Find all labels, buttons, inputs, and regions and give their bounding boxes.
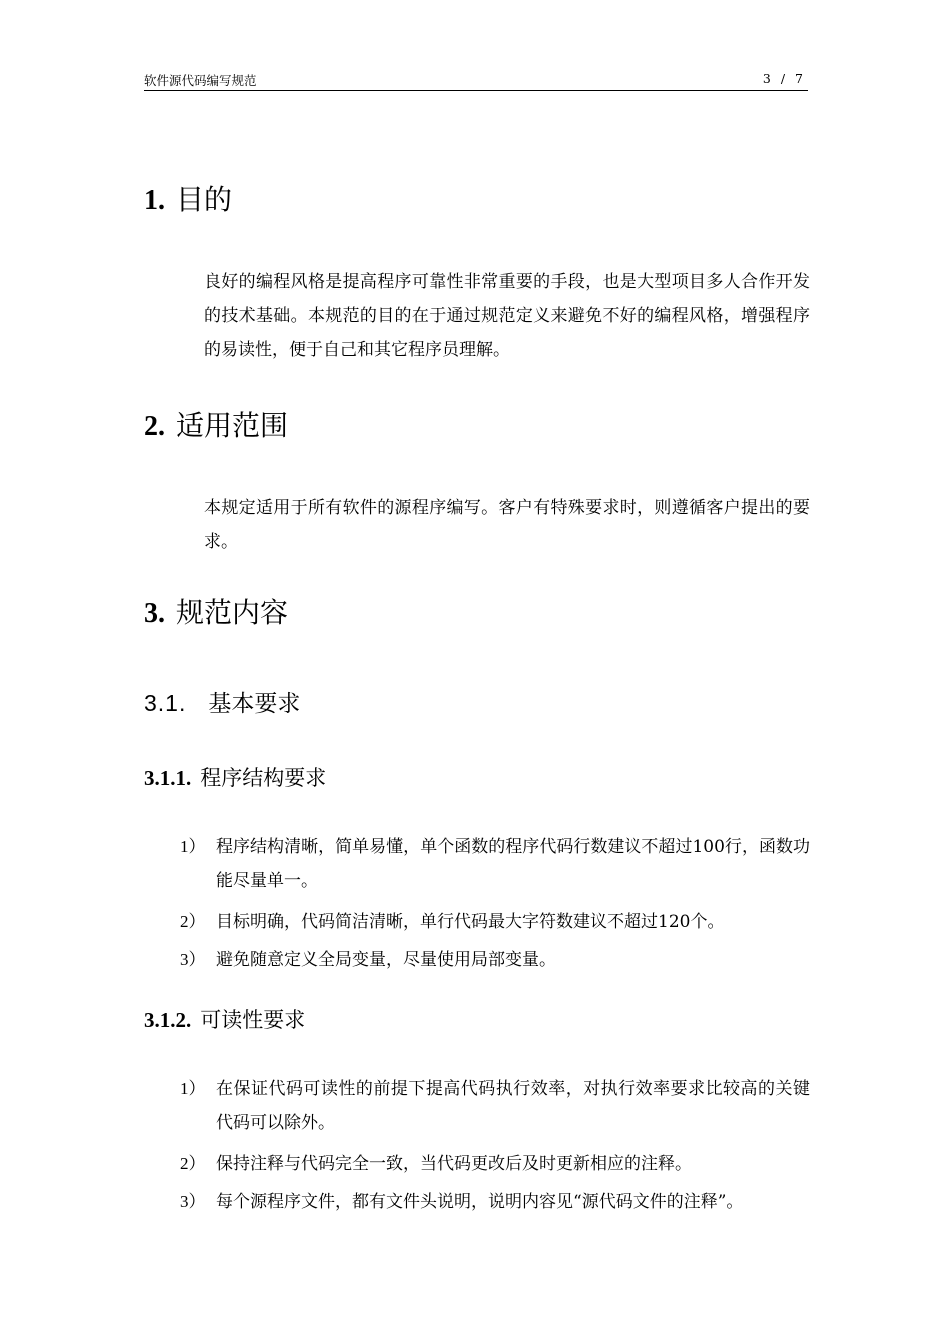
list-item-text: 每个源程序文件，都有文件头说明，说明内容见“源代码文件的注释”。 (216, 1192, 744, 1212)
list-item (180, 1072, 810, 1140)
section-2-paragraph: 本规定适用于所有软件的源程序编写。客户有特殊要求时，则遵循客户提出的要求。 (204, 498, 810, 552)
list-item-number: 3） (180, 950, 206, 969)
list-item-text: 避免随意定义全局变量，尽量使用局部变量。 (216, 950, 556, 970)
section-number: 1. (144, 185, 165, 216)
list-item (180, 1185, 810, 1219)
section-title: 程序结构要求 (200, 766, 327, 790)
list-item-number: 2） (180, 912, 206, 931)
section-3-1-1-heading (144, 764, 326, 792)
list-item-number: 1） (180, 837, 206, 856)
list-item (180, 905, 810, 939)
section-number: 3.1. (144, 690, 187, 716)
section-3-heading (144, 596, 288, 631)
section-title: 基本要求 (208, 691, 301, 717)
page-number: 3 / 7 (762, 71, 806, 86)
list-item (180, 943, 810, 977)
list-item-text: 在保证代码可读性的前提下提高代码执行效率，对执行效率要求比较高的关键代码可以除外。 (216, 1079, 810, 1133)
section-3-1-heading (144, 688, 300, 719)
section-number: 3.1.2. (144, 1008, 192, 1032)
section-title: 目的 (176, 183, 233, 216)
list-item-number: 1） (180, 1079, 206, 1098)
section-1-heading (144, 183, 232, 218)
document-title: 软件源代码编写规范 (144, 73, 257, 88)
section-2-heading (144, 409, 288, 444)
list-item (180, 830, 810, 898)
section-title: 适用范围 (176, 409, 289, 442)
list-item-text: 目标明确，代码简洁清晰，单行代码最大字符数建议不超过120个。 (216, 912, 725, 932)
section-number: 3. (144, 598, 165, 629)
section-1-paragraph: 良好的编程风格是提高程序可靠性非常重要的手段，也是大型项目多人合作开发的技术基础。本规范的目的在于通过规范定义来避免不好的编程风格，增强程序的易读性，便于自己和其它程序员理解。 (204, 272, 810, 360)
list-item-number: 2） (180, 1154, 206, 1173)
page-header (144, 70, 808, 91)
list-item-text: 程序结构清晰，简单易懂，单个函数的程序代码行数建议不超过100行，函数功能尽量单一。 (216, 837, 810, 891)
list-item-text: 保持注释与代码完全一致，当代码更改后及时更新相应的注释。 (216, 1154, 692, 1174)
section-number: 2. (144, 411, 165, 442)
section-title: 规范内容 (176, 596, 289, 629)
list-item (180, 1147, 810, 1181)
section-title: 可读性要求 (200, 1008, 306, 1032)
section-3-1-2-heading (144, 1006, 305, 1034)
list-item-number: 3） (180, 1192, 206, 1211)
section-number: 3.1.1. (144, 766, 192, 790)
